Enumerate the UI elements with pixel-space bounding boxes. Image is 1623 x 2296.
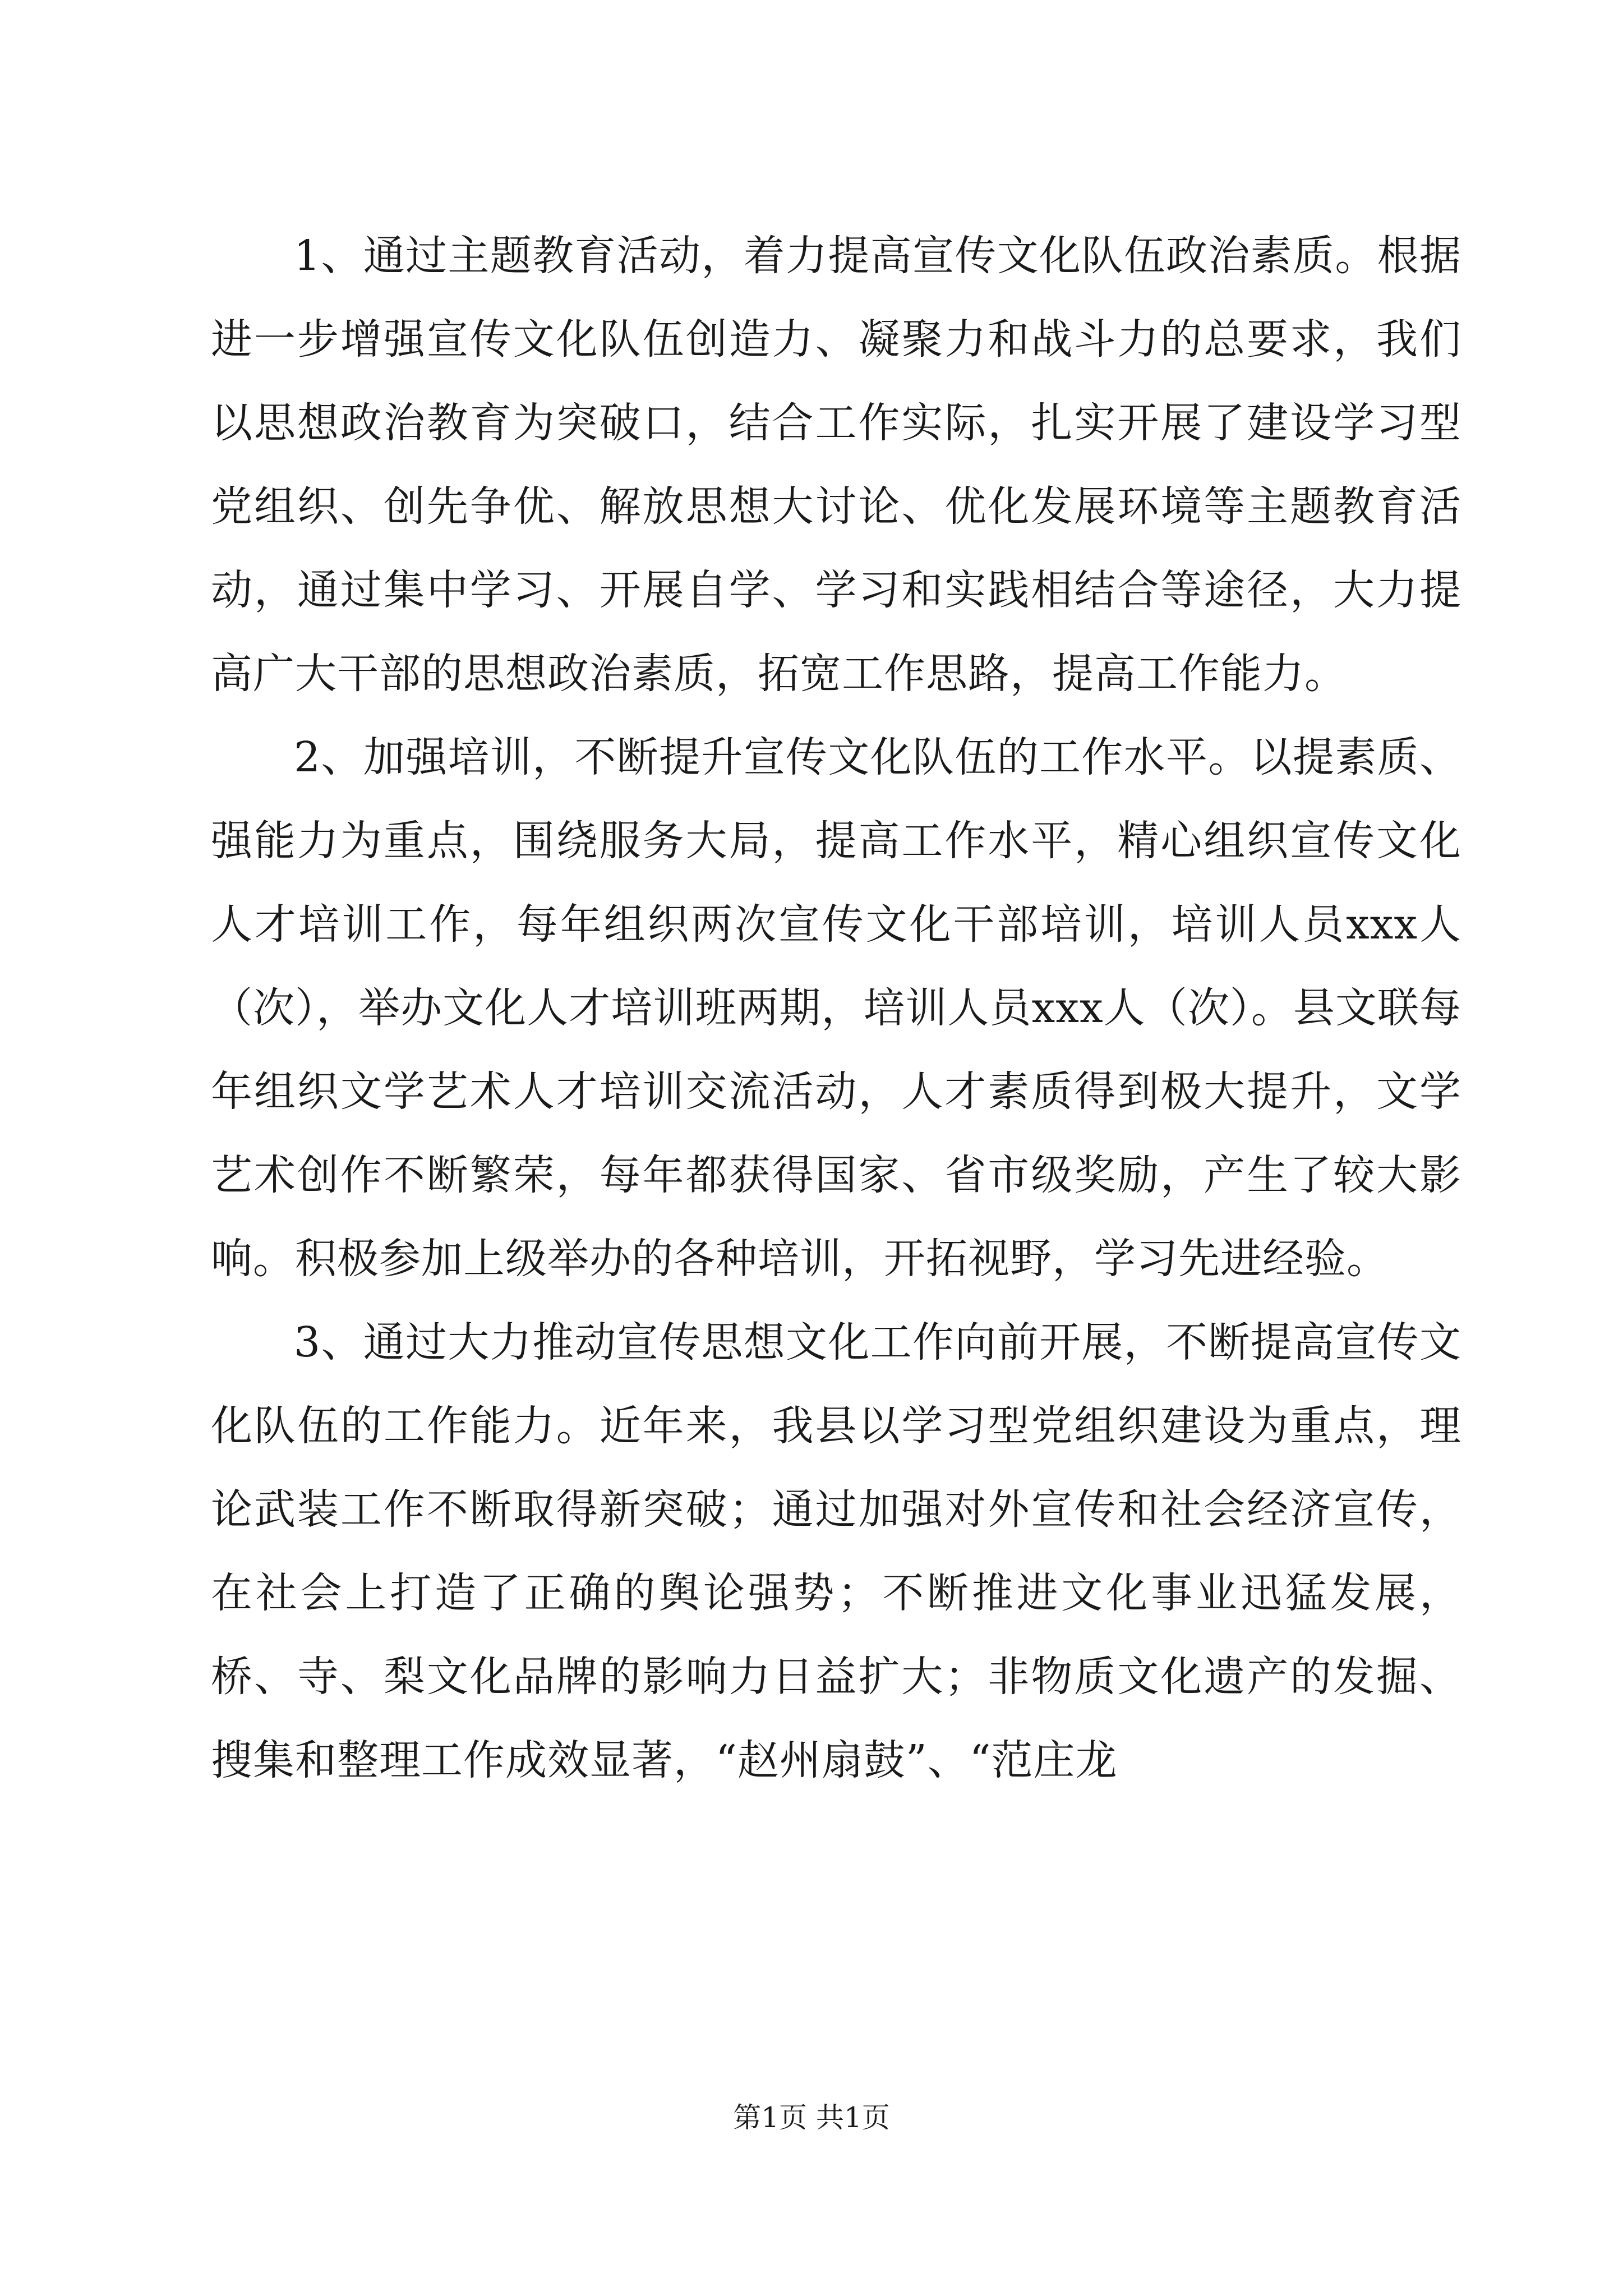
paragraph-3: 3、通过大力推动宣传思想文化工作向前开展，不断提高宣传文化队伍的工作能力。近年来，我县以学习型党组织建设为重点，理论武装工作不断取得新突破；通过加强对外宣传和社会经济宣传，在社会上打造了正确的舆论强势；不断推进文化事业迅猛发展，桥、寺、梨文化品牌的影响力日益扩大；非物质文化遗产的发掘、搜集和整理工作成效显著，“赵州扇鼓”、“范庄龙 [211, 1318, 1461, 1784]
document-body [211, 214, 1461, 1802]
page-footer: 第1页 共1页 [733, 2101, 890, 2134]
paragraph-2: 2、加强培训，不断提升宣传文化队伍的工作水平。以提素质、强能力为重点，围绕服务大局，提高工作水平，精心组织宣传文化人才培训工作，每年组织两次宣传文化干部培训，培训人员xxx人（次），举办文化人才培训班两期，培训人员xxx人（次）。县文联每年组织文学艺术人才培训交流活动，人才素质得到极大提升，文学艺术创作不断繁荣，每年都获得国家、省市级奖励，产生了较大影响。积极参加上级举办的各种培训，开拓视野，学习先进经验。 [211, 733, 1461, 1283]
paragraph-1: 1、通过主题教育活动，着力提高宣传文化队伍政治素质。根据进一步增强宣传文化队伍创造力、凝聚力和战斗力的总要求，我们以思想政治教育为突破口，结合工作实际，扎实开展了建设学习型党组织、创先争优、解放思想大讨论、优化发展环境等主题教育活动，通过集中学习、开展自学、学习和实践相结合等途径，大力提高广大干部的思想政治素质，拓宽工作思路，提高工作能力。 [211, 232, 1461, 698]
